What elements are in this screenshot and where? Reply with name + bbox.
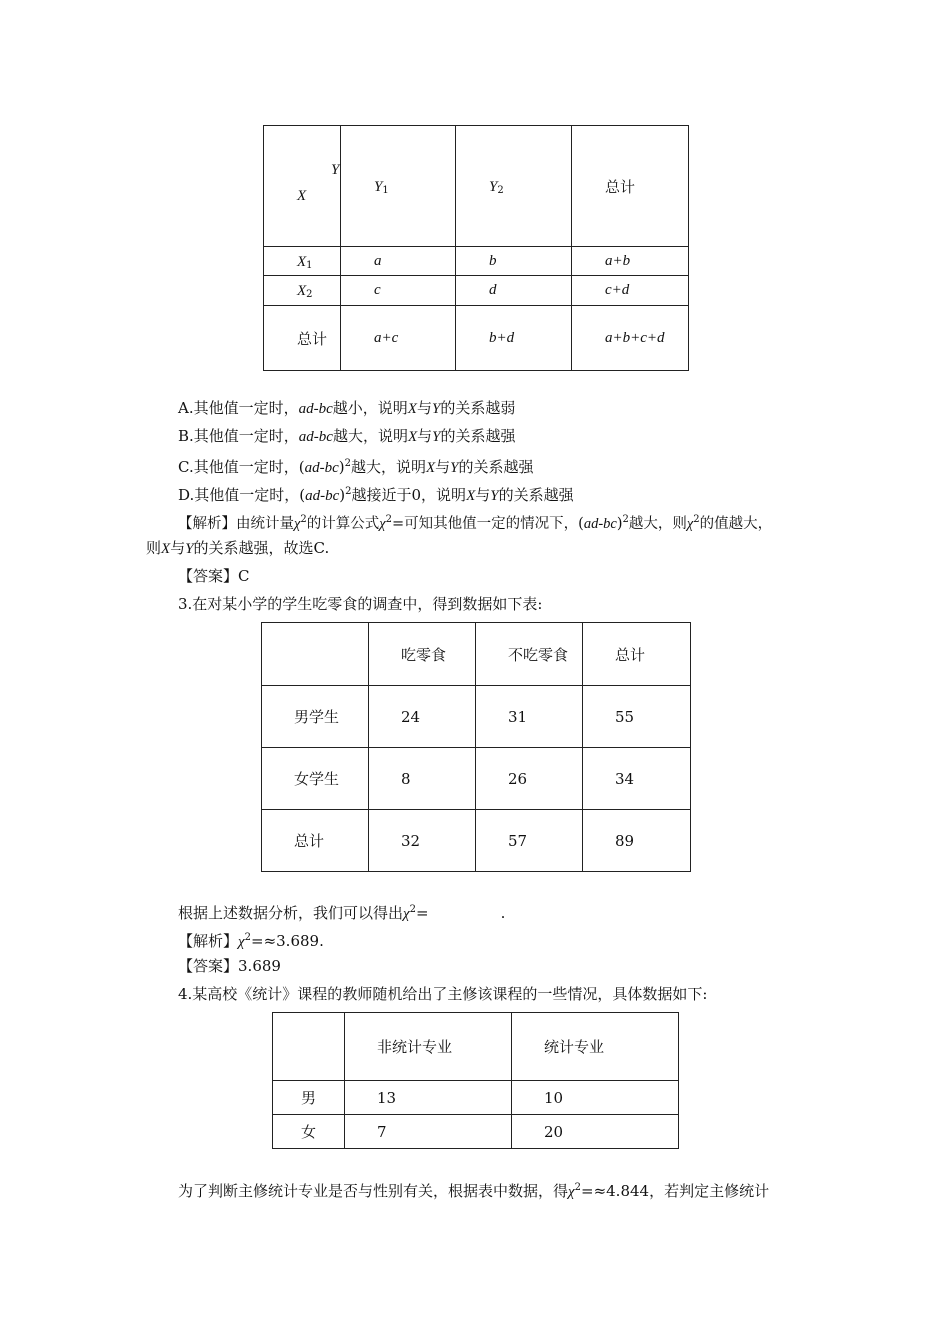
table-row: $X_1$ a b a+b	[264, 247, 689, 276]
q2-analysis-line1: 【解析】由统计量$\chi^2$的计算公式$\chi^2=$可知其他值一定的情况下，$(ad-bc)^2$越大，则$\chi^2$的值越大，	[178, 514, 773, 532]
q2-answer: 【答案】C	[178, 567, 250, 585]
table-header-cell: $Y_2$	[456, 126, 572, 247]
table-row: 女学生 8 26 34	[262, 748, 691, 810]
q3-prompt: 根据上述数据分析，我们可以得出$\chi^2=$ .	[178, 904, 506, 922]
corner-y-label: Y	[331, 162, 340, 178]
table-row: 总计 a+c b+d a+b+c+d	[264, 306, 689, 371]
option-a: A.其他值一定时，ad-bc越小，说明X与Y的关系越弱	[178, 399, 516, 417]
table-row: $X_2$ c d c+d	[264, 276, 689, 306]
table-row: 男 13 10	[273, 1081, 679, 1115]
table-row: 总计 32 57 89	[262, 810, 691, 872]
option-c: C.其他值一定时，$(ad-bc)^2$越大，说明X与Y的关系越强	[178, 458, 534, 476]
q3-answer: 【答案】3.689	[178, 957, 281, 975]
corner-x-label: X	[297, 188, 307, 204]
q4-text: 为了判断主修统计专业是否与性别有关，根据表中数据，得$\chi^2=\approx 4.844$，若判定主修统计	[178, 1182, 770, 1200]
table-row: 男学生 24 31 55	[262, 686, 691, 748]
q4-title: 4.某高校《统计》课程的教师随机给出了主修该课程的一些情况，具体数据如下:	[178, 985, 708, 1003]
snack-survey-table	[261, 622, 691, 872]
option-b: B.其他值一定时，ad-bc越大，说明X与Y的关系越强	[178, 427, 516, 445]
table-header-cell: $Y_1$	[341, 126, 456, 247]
table-header-row: 非统计专业 统计专业	[273, 1013, 679, 1081]
statistics-major-table	[272, 1012, 679, 1149]
option-d: D.其他值一定时，$(ad-bc)^2$越接近于0，说明X与Y的关系越强	[178, 486, 574, 504]
q3-analysis: 【解析】$\chi^2=\approx 3.689$.	[178, 932, 324, 950]
table-header-cell: 总计	[572, 126, 689, 247]
contingency-table-general	[263, 125, 689, 371]
q3-title: 3.在对某小学的学生吃零食的调查中，得到数据如下表:	[178, 595, 543, 613]
table-header-row: 吃零食 不吃零食 总计	[262, 623, 691, 686]
q2-analysis-line2: 则X与Y的关系越强，故选C.	[146, 539, 330, 557]
table-row: 女 7 20	[273, 1115, 679, 1149]
table-corner-cell	[264, 126, 341, 247]
